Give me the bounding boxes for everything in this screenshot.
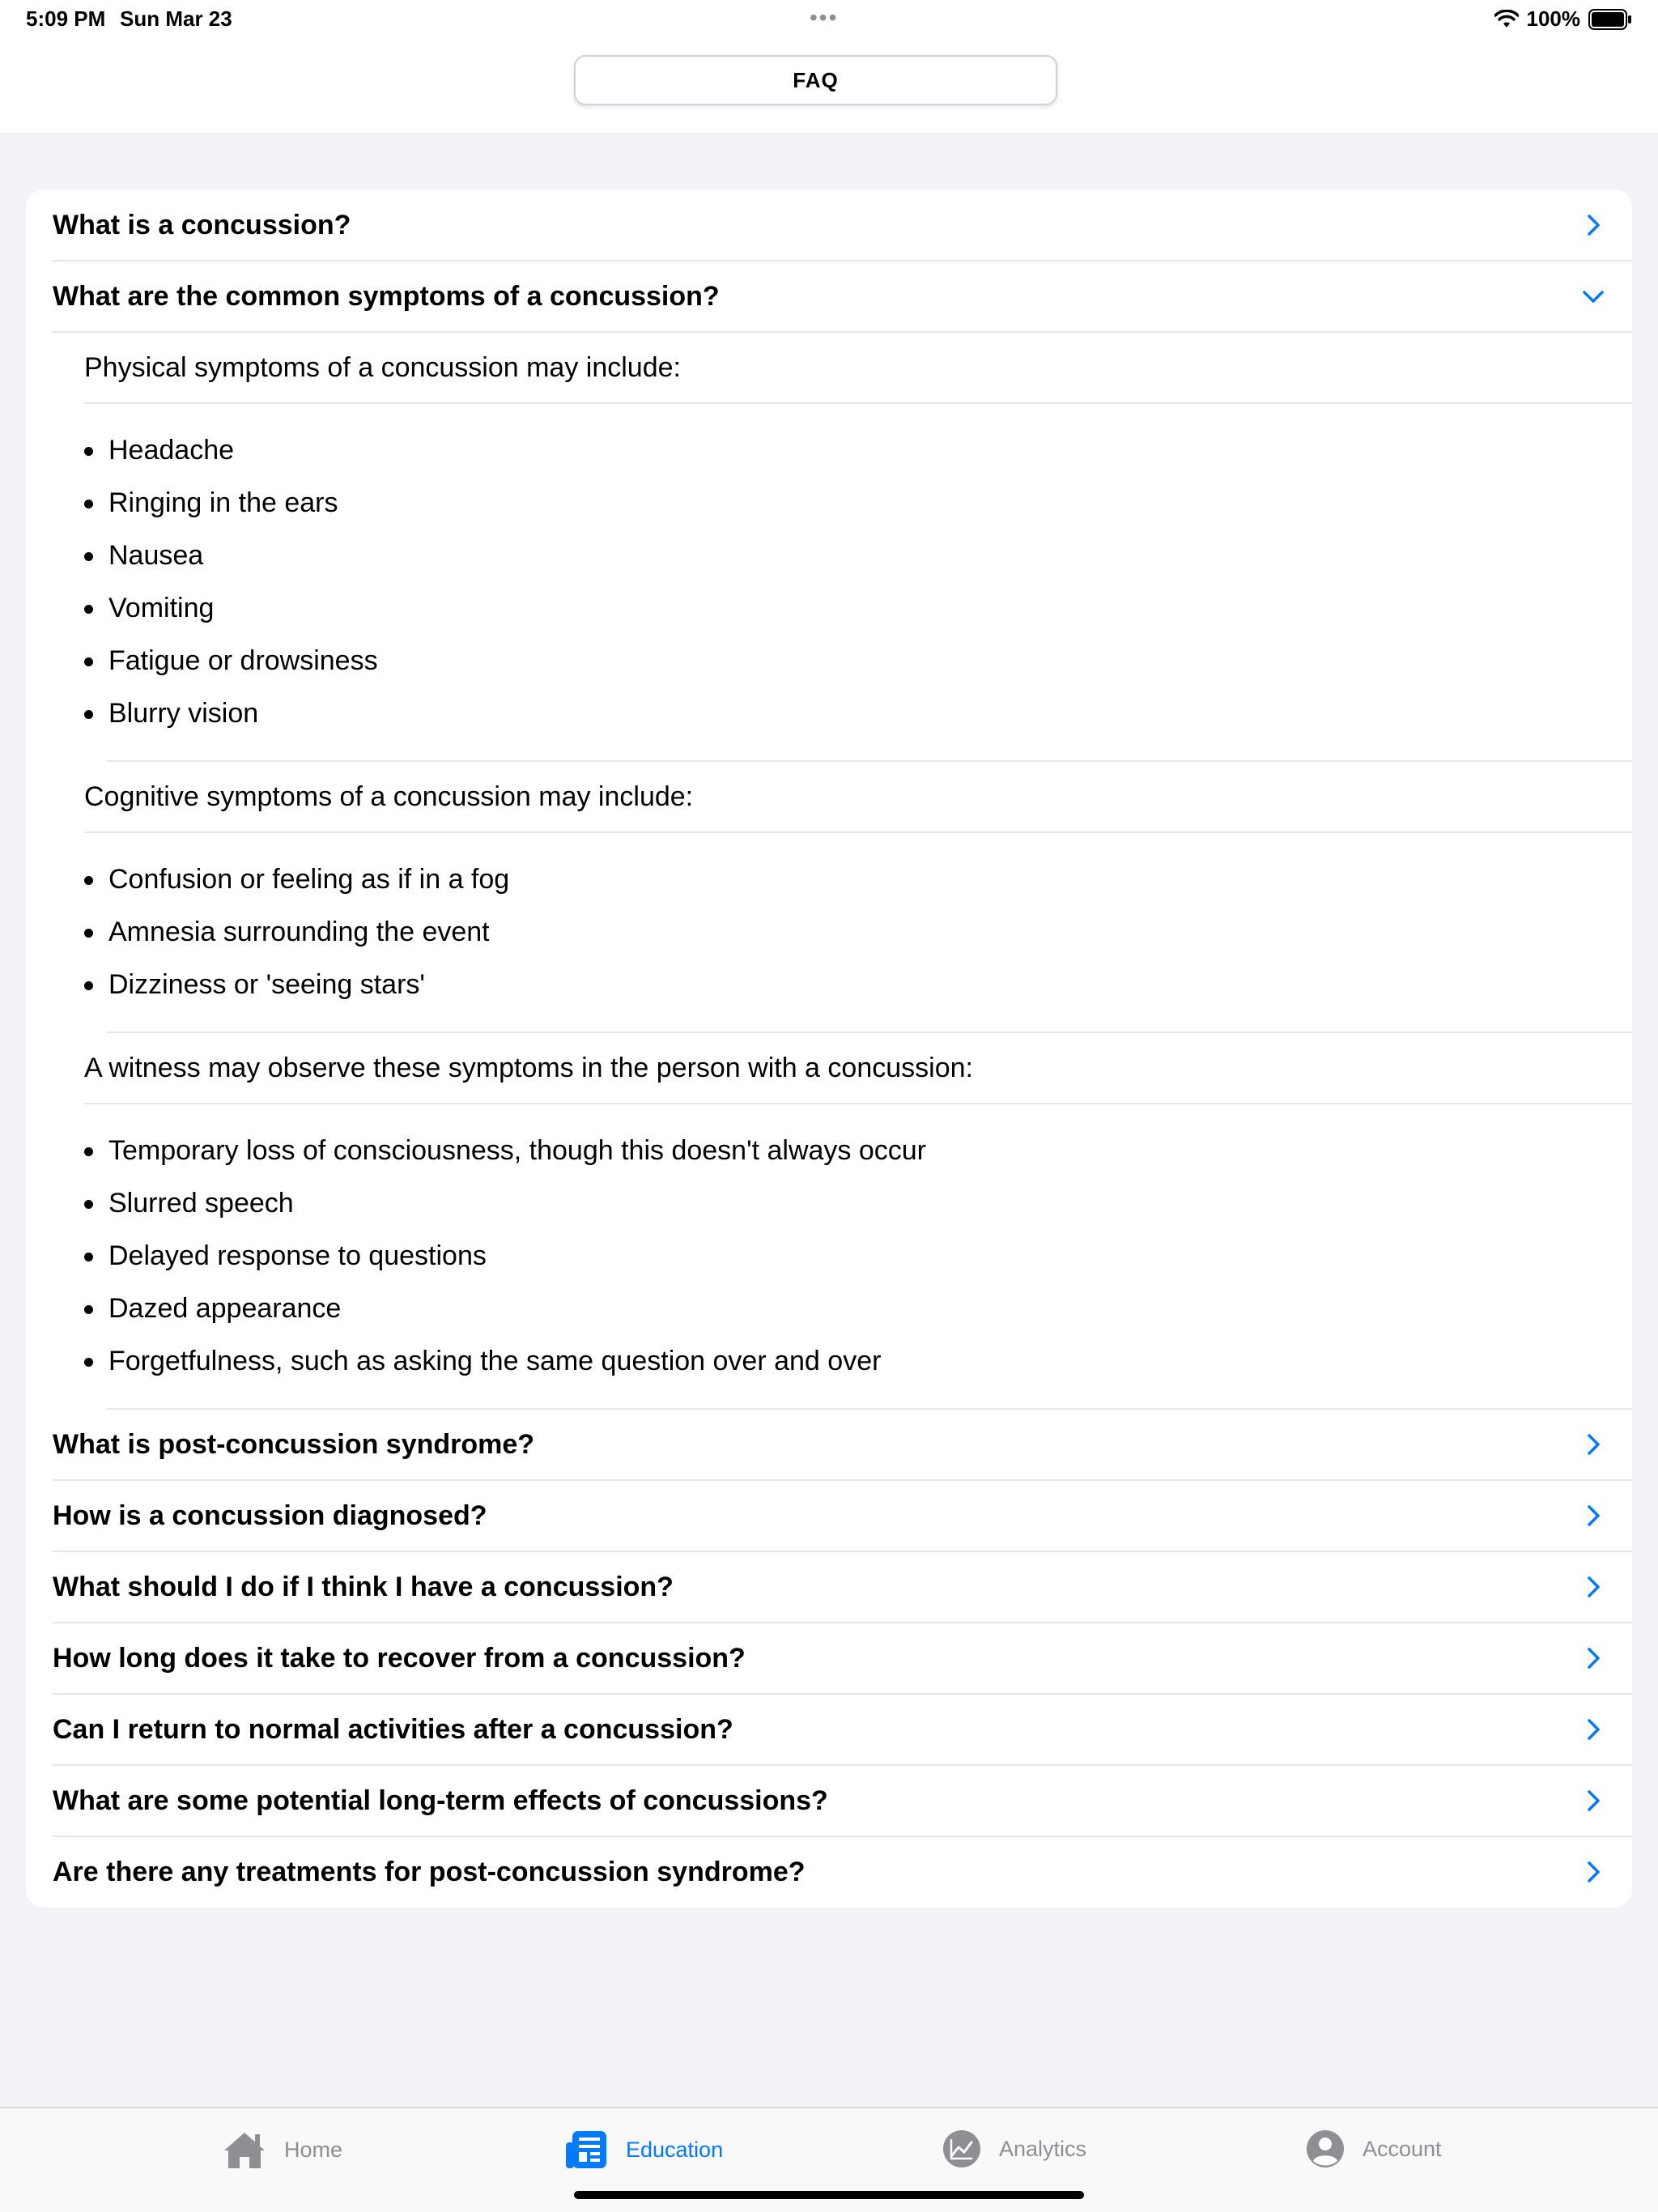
header — [0, 39, 1658, 133]
list-item: Delayed response to questions — [84, 1230, 926, 1283]
faq-question: Are there any treatments for post-concussion syndrome? — [53, 1857, 806, 1887]
battery-percent: 100% — [1526, 6, 1580, 31]
status-bar — [0, 0, 1658, 39]
chevron-right-icon — [1580, 1859, 1606, 1885]
divider — [84, 1103, 1632, 1104]
faq-row-what-is-concussion[interactable] — [26, 189, 1632, 261]
list-item: Fatigue or drowsiness — [84, 635, 378, 687]
chevron-down-icon — [1580, 283, 1606, 309]
faq-row-diagnosed[interactable] — [26, 1480, 1632, 1551]
newspaper-icon — [564, 2129, 608, 2170]
multitasking-dots-icon[interactable]: ••• — [810, 5, 839, 30]
faq-question: What is post-concussion syndrome? — [53, 1429, 535, 1460]
list-item: Ringing in the ears — [84, 477, 378, 530]
faq-row-what-should-i-do[interactable] — [26, 1551, 1632, 1623]
chart-icon — [942, 2129, 981, 2168]
status-date: Sun Mar 23 — [120, 6, 232, 31]
list-item: Dizziness or 'seeing stars' — [84, 959, 509, 1011]
tab-label: Home — [284, 2137, 343, 2162]
list-item: Headache — [84, 424, 378, 477]
faq-row-recovery-time[interactable] — [26, 1623, 1632, 1694]
faq-row-long-term-effects[interactable] — [26, 1765, 1632, 1836]
faq-row-return-to-activities[interactable] — [26, 1694, 1632, 1765]
cognitive-symptoms-heading: Cognitive symptoms of a concussion may include: — [84, 781, 694, 812]
person-circle-icon — [1306, 2129, 1345, 2168]
chevron-right-icon — [1580, 1716, 1606, 1742]
witness-symptoms-heading: A witness may observe these symptoms in the person with a concussion: — [84, 1053, 973, 1083]
faq-question: How is a concussion diagnosed? — [53, 1500, 487, 1531]
faq-question: Can I return to normal activities after a concussion? — [53, 1714, 733, 1745]
faq-question: What should I do if I think I have a concussion? — [53, 1572, 674, 1602]
list-item: Dazed appearance — [84, 1283, 926, 1335]
list-item: Blurry vision — [84, 687, 378, 740]
faq-row-common-symptoms[interactable] — [26, 261, 1632, 332]
chevron-right-icon — [1580, 1645, 1606, 1671]
tab-account[interactable] — [1306, 2129, 1442, 2168]
chevron-right-icon — [1580, 1431, 1606, 1457]
list-item: Confusion or feeling as if in a fog — [84, 853, 509, 906]
tab-label: Analytics — [999, 2136, 1087, 2161]
list-item: Vomiting — [84, 582, 378, 635]
faq-row-post-concussion-syndrome[interactable] — [26, 1409, 1632, 1480]
status-right — [1494, 6, 1633, 32]
tab-analytics[interactable] — [942, 2129, 1086, 2168]
home-indicator[interactable] — [574, 2191, 1084, 2199]
faq-question: What are the common symptoms of a concussion? — [53, 281, 720, 312]
divider — [84, 832, 1632, 833]
list-item: Amnesia surrounding the event — [84, 906, 509, 959]
tab-label: Account — [1363, 2136, 1442, 2161]
tab-home[interactable] — [223, 2129, 342, 2170]
tab-label: Education — [626, 2137, 724, 2162]
physical-symptoms-list — [84, 424, 378, 740]
list-item: Forgetfulness, such as asking the same question over and over — [84, 1335, 926, 1388]
faq-list — [26, 189, 1632, 1908]
faq-row-treatments[interactable] — [26, 1836, 1632, 1908]
wifi-icon — [1494, 10, 1519, 29]
cognitive-symptoms-list — [84, 853, 509, 1011]
list-item: Temporary loss of consciousness, though this doesn't always occur — [84, 1125, 926, 1177]
chevron-right-icon — [1580, 1574, 1606, 1600]
battery-icon — [1588, 9, 1632, 30]
witness-symptoms-list — [84, 1125, 926, 1388]
faq-question: What is a concussion? — [53, 210, 351, 240]
faq-question: How long does it take to recover from a concussion? — [53, 1643, 746, 1674]
house-icon — [223, 2129, 266, 2170]
tab-education[interactable] — [564, 2129, 723, 2170]
status-time: 5:09 PM — [26, 6, 106, 31]
physical-symptoms-heading: Physical symptoms of a concussion may include: — [84, 352, 681, 383]
faq-segment[interactable]: FAQ — [574, 55, 1057, 105]
list-item: Nausea — [84, 530, 378, 582]
chevron-right-icon — [1580, 1788, 1606, 1814]
chevron-right-icon — [1580, 212, 1606, 238]
faq-question: What are some potential long-term effects of concussions? — [53, 1785, 828, 1816]
divider — [84, 402, 1632, 404]
chevron-right-icon — [1580, 1503, 1606, 1529]
list-item: Slurred speech — [84, 1177, 926, 1230]
